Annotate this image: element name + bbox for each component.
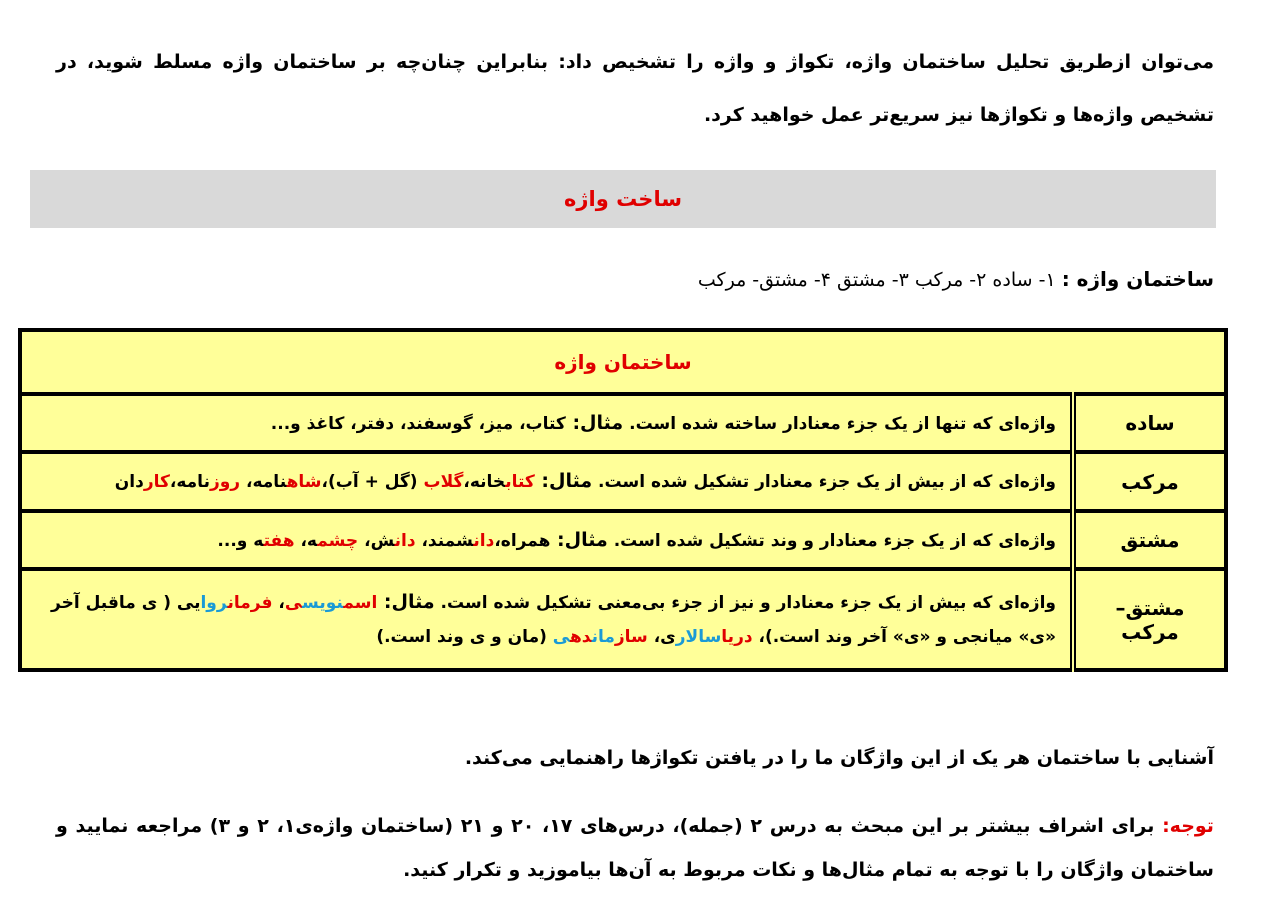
- text-segment: دریا: [721, 627, 753, 648]
- text-segment: ش،: [358, 530, 395, 551]
- text-segment: کار: [143, 472, 170, 493]
- text-segment: (گل + آب)،: [321, 472, 424, 493]
- row-key: مشتق–مرکب: [1073, 569, 1226, 670]
- row-key: مشتق: [1073, 511, 1226, 569]
- word-structure-table: [18, 328, 1228, 672]
- row-value: [20, 394, 1073, 452]
- note-text: برای اشراف بیشتر بر این مبحث به درس ۲ (جمله)، درس‌های ۱۷، ۲۰ و ۲۱ (ساختمان واژه‌ی۱، ۲ و ۳) مراجعه نمایید و ساختمان واژگان را با توجه به تمام مثال‌ها و نکات مربوط به آن‌ها بیاموزید و تکرار کنید.: [56, 815, 1214, 881]
- text-segment: ه،: [294, 530, 318, 551]
- text-segment: مان: [591, 627, 615, 648]
- table-title: ساختمان واژه: [20, 330, 1226, 394]
- text-segment: روا: [200, 593, 228, 614]
- text-segment: گلاب: [423, 472, 464, 493]
- row-value: [20, 452, 1073, 510]
- text-segment: ساز: [614, 627, 648, 648]
- text-segment: خانه،: [463, 472, 506, 493]
- note-label: توجه:: [1162, 815, 1214, 837]
- table-row: [20, 569, 1226, 670]
- row-key: ساده: [1073, 394, 1226, 452]
- row-value: [20, 569, 1073, 670]
- intro-paragraph: می‌توان ازطریق تحلیل ساختمان واژه، تکواژ و واژه را تشخیص داد: بنابراین چنان‌چه بر ساختمان واژه مسلط شوید، در تشخیص واژه‌ها و تکواژها نیز سریع‌تر عمل خواهید کرد.: [56, 51, 1214, 126]
- text-segment: نامه،: [240, 472, 287, 493]
- table-row: [20, 511, 1226, 569]
- text-segment: ی: [284, 593, 303, 614]
- row-key: مرکب: [1073, 452, 1226, 510]
- row-value: [20, 511, 1073, 569]
- text-segment: کتاب: [505, 472, 535, 493]
- example-label: مثال:: [565, 411, 624, 434]
- text-segment: همراه،: [494, 530, 551, 551]
- text-segment: نویس: [302, 593, 344, 614]
- text-segment: واژه‌ای که از یک جزء معنادار و وند تشکیل شده است.: [607, 530, 1056, 551]
- table-row: [20, 394, 1226, 452]
- example-label: مثال:: [550, 528, 608, 551]
- text-segment: واژه‌ای که تنها از یک جزء معنادار ساخته شده است.: [623, 413, 1056, 434]
- text-segment: سالار: [675, 627, 722, 648]
- section-title: ساخت واژه: [564, 187, 682, 211]
- text-segment: چشم: [317, 530, 359, 551]
- text-segment: کتاب، میز، گوسفند، دفتر، کاغذ و...: [270, 413, 566, 434]
- text-segment: واژه‌ای که از بیش از یک جزء معنادار تشکیل شده است.: [592, 472, 1056, 493]
- text-segment: واژه‌ای که بیش از یک جزء معنادار و نیز از جزء بی‌معنی تشکیل شده است.: [434, 593, 1056, 614]
- note-paragraph: [56, 804, 1214, 892]
- text-segment: دان: [114, 472, 144, 493]
- example-label: مثال:: [377, 591, 435, 614]
- section-title-band: [30, 170, 1216, 228]
- text-segment: ،: [272, 593, 285, 614]
- text-segment: هفت: [263, 530, 295, 551]
- structure-line: [698, 264, 1214, 295]
- structure-label: ساختمان واژه :: [1061, 267, 1214, 291]
- text-segment: اسم: [343, 593, 378, 614]
- table-row: [20, 452, 1226, 510]
- text-segment: ده: [569, 627, 592, 648]
- structure-items: ۱- ساده ۲- مرکب ۳- مشتق ۴- مشتق- مرکب: [697, 269, 1056, 291]
- example-label: مثال:: [534, 470, 593, 493]
- text-segment: روز: [209, 472, 241, 493]
- text-segment: دان: [473, 530, 495, 551]
- text-segment: شاه: [286, 472, 322, 493]
- text-segment: شمند،: [415, 530, 474, 551]
- text-segment: فرمان: [227, 593, 273, 614]
- paragraph-2: آشنایی با ساختمان هر یک از این واژگان ما را در یافتن تکواژها راهنمایی می‌کند.: [464, 747, 1214, 769]
- text-segment: ه و...: [217, 530, 264, 551]
- text-segment: (مان و ی وند است.): [376, 627, 553, 648]
- text-segment: ی،: [647, 627, 676, 648]
- text-segment: نامه،: [169, 472, 210, 493]
- text-segment: دان: [394, 530, 416, 551]
- text-segment: ی: [552, 627, 570, 648]
- text-segment: یی ( ی ماقبل آخر «ی» میانجی و «ی» آخر وند است.)،: [51, 593, 1056, 648]
